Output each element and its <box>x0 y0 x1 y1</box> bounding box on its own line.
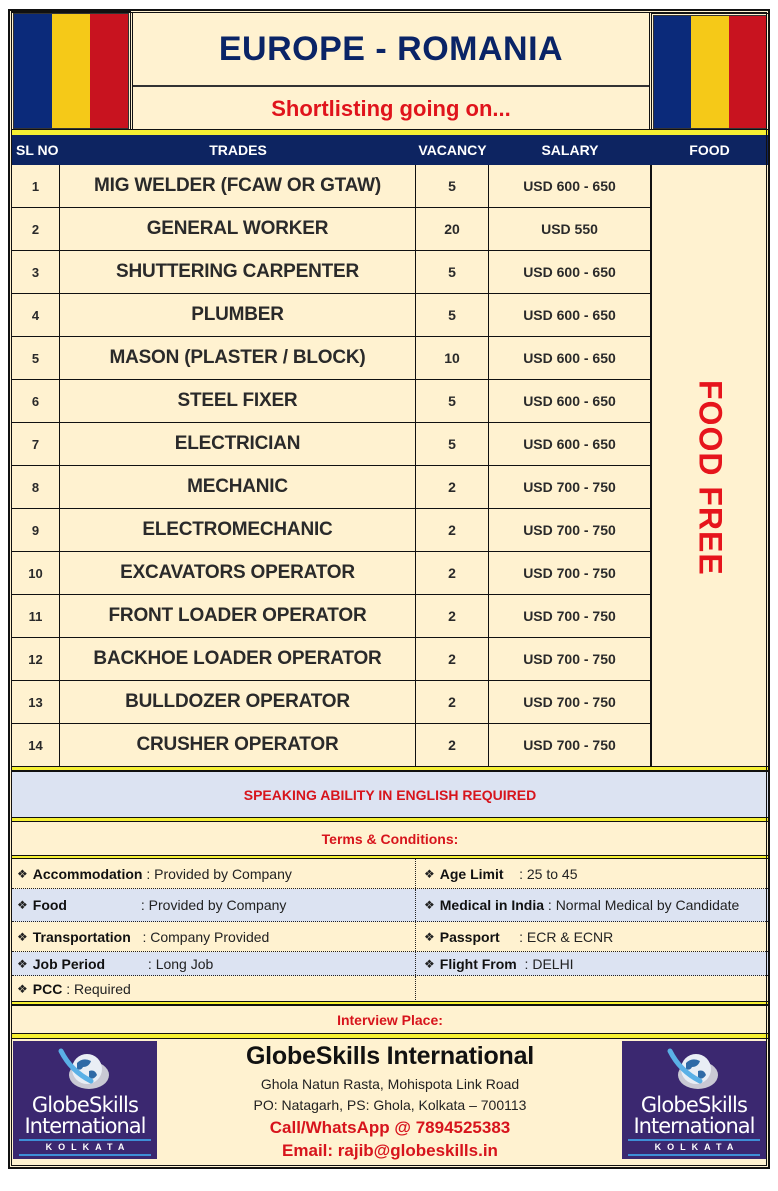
table-header <box>12 135 768 165</box>
table-row <box>12 509 651 552</box>
table-row <box>12 337 651 380</box>
flag-stripe-red <box>90 14 128 128</box>
sl-no-cell: 2 <box>12 208 60 250</box>
column-header-sl-no: SL NO <box>16 142 59 158</box>
table-row <box>12 423 651 466</box>
table-row <box>12 595 651 638</box>
vacancy-cell: 10 <box>416 337 489 379</box>
company-info <box>162 1039 618 1162</box>
table-body <box>12 165 768 767</box>
logo-rule <box>19 1139 151 1141</box>
flag-stripe-blue <box>14 14 52 128</box>
terms-heading-text: Terms & Conditions: <box>321 830 459 847</box>
term-value: Required <box>74 981 131 997</box>
diamond-bullet-icon: ❖ <box>17 929 28 944</box>
logo-rule <box>628 1139 760 1141</box>
table-row <box>12 380 651 423</box>
diamond-bullet-icon: ❖ <box>424 866 435 881</box>
flag-stripe-red <box>729 16 766 128</box>
sl-no-cell: 13 <box>12 681 60 723</box>
table-row <box>12 466 651 509</box>
title-box <box>132 13 650 130</box>
term-value: Provided by Company <box>154 865 292 882</box>
salary-cell: USD 700 - 750 <box>489 638 651 680</box>
trade-cell: EXCAVATORS OPERATOR <box>60 552 416 594</box>
salary-cell: USD 600 - 650 <box>489 165 651 207</box>
sl-no-cell: 5 <box>12 337 60 379</box>
english-requirement-notice <box>12 771 768 818</box>
column-header-trades: TRADES <box>209 142 267 158</box>
sl-no-cell: 4 <box>12 294 60 336</box>
term-separator: : <box>499 928 527 945</box>
globe-icon <box>664 1047 724 1091</box>
company-address <box>162 1074 618 1116</box>
diamond-bullet-icon: ❖ <box>17 866 28 881</box>
salary-cell: USD 700 - 750 <box>489 595 651 637</box>
term-separator: : <box>105 955 156 972</box>
table-row <box>12 681 651 724</box>
term-separator: : <box>503 865 527 882</box>
table-row <box>12 552 651 595</box>
diamond-bullet-icon: ❖ <box>424 898 435 912</box>
address-line-1: Ghola Natun Rasta, Mohispota Link Road <box>260 1076 520 1092</box>
logo-city: KOLKATA <box>45 1142 131 1152</box>
romania-flag-left <box>13 13 129 129</box>
trade-cell: FRONT LOADER OPERATOR <box>60 595 416 637</box>
trade-cell: STEEL FIXER <box>60 380 416 422</box>
page-title: EUROPE - ROMANIA <box>133 13 649 87</box>
vacancy-cell: 5 <box>416 251 489 293</box>
term-value: Company Provided <box>150 928 270 945</box>
term-value: Long Job <box>155 955 214 972</box>
term-separator: : <box>142 865 155 882</box>
salary-cell: USD 550 <box>489 208 651 250</box>
salary-cell: USD 700 - 750 <box>489 681 651 723</box>
logo-text-line1: GlobeSkills <box>640 1093 748 1117</box>
company-name: GlobeSkills International <box>245 1042 535 1070</box>
term-value: Provided by Company <box>148 897 287 913</box>
globeskills-logo-right <box>622 1041 766 1159</box>
trade-cell: PLUMBER <box>60 294 416 336</box>
footer <box>12 1039 768 1167</box>
term-label: Accommodation <box>32 865 143 882</box>
notice-text: SPEAKING ABILITY IN ENGLISH REQUIRED <box>243 786 537 803</box>
vacancy-cell: 5 <box>416 165 489 207</box>
food-free-label: FOOD FREE <box>692 380 729 576</box>
logo-text-line2: International <box>633 1114 755 1138</box>
header <box>12 13 768 130</box>
salary-cell: USD 700 - 750 <box>489 509 651 551</box>
term-item <box>12 976 416 1002</box>
sl-no-cell: 9 <box>12 509 60 551</box>
term-item <box>12 859 416 888</box>
term-item <box>416 859 768 888</box>
salary-cell: USD 700 - 750 <box>489 552 651 594</box>
logo-text-line2: International <box>24 1114 146 1138</box>
terms-row <box>12 889 768 922</box>
logo-text-line1: GlobeSkills <box>31 1093 139 1117</box>
trade-cell: MASON (PLASTER / BLOCK) <box>60 337 416 379</box>
term-item <box>416 952 768 975</box>
sl-no-cell: 11 <box>12 595 60 637</box>
vacancy-cell: 2 <box>416 552 489 594</box>
terms-heading <box>12 821 768 856</box>
salary-cell: USD 600 - 650 <box>489 380 651 422</box>
globeskills-logo-left <box>13 1041 157 1159</box>
term-value: Normal Medical by Candidate <box>555 897 740 913</box>
vacancy-cell: 5 <box>416 294 489 336</box>
sl-no-cell: 8 <box>12 466 60 508</box>
term-label: PCC <box>32 981 63 997</box>
logo-rule <box>19 1154 151 1156</box>
column-header-food: FOOD <box>689 142 730 158</box>
terms-row <box>12 976 768 1003</box>
page-subtitle: Shortlisting going on... <box>271 96 511 121</box>
term-label: Job Period <box>32 955 106 972</box>
table-row <box>12 638 651 681</box>
flag-stripe-yellow <box>52 14 90 128</box>
vacancy-cell: 2 <box>416 509 489 551</box>
table-row <box>12 165 651 208</box>
diamond-bullet-icon: ❖ <box>424 956 435 971</box>
term-item <box>12 922 416 951</box>
term-separator: : <box>544 897 556 913</box>
interview-place-text: Interview Place: <box>337 1011 443 1028</box>
term-item <box>416 976 768 1002</box>
vacancy-cell: 2 <box>416 638 489 680</box>
sl-no-cell: 12 <box>12 638 60 680</box>
trade-cell: CRUSHER OPERATOR <box>60 724 416 766</box>
trade-cell: GENERAL WORKER <box>60 208 416 250</box>
table-row <box>12 208 651 251</box>
salary-cell: USD 600 - 650 <box>489 294 651 336</box>
vacancy-cell: 2 <box>416 724 489 766</box>
contact-email[interactable]: Email: rajib@globeskills.in <box>282 1141 498 1160</box>
diamond-bullet-icon: ❖ <box>424 929 435 944</box>
term-item <box>12 952 416 975</box>
address-line-2: PO: Natagarh, PS: Ghola, Kolkata – 700113 <box>253 1097 527 1113</box>
salary-cell: USD 600 - 650 <box>489 251 651 293</box>
sl-no-cell: 6 <box>12 380 60 422</box>
term-item <box>12 889 416 921</box>
romania-flag-right <box>653 15 767 129</box>
job-poster <box>8 9 770 1169</box>
vacancy-cell: 2 <box>416 681 489 723</box>
salary-cell: USD 700 - 750 <box>489 466 651 508</box>
food-cell <box>651 165 768 767</box>
logo-rule <box>628 1154 760 1156</box>
vacancy-cell: 5 <box>416 380 489 422</box>
salary-cell: USD 600 - 650 <box>489 337 651 379</box>
term-label: Medical in India <box>439 897 545 913</box>
trade-cell: ELECTROMECHANIC <box>60 509 416 551</box>
salary-cell: USD 700 - 750 <box>489 724 651 766</box>
term-separator: : <box>516 955 533 972</box>
table-row <box>12 724 651 767</box>
flag-stripe-blue <box>654 16 691 128</box>
terms-row <box>12 952 768 976</box>
vacancy-cell: 5 <box>416 423 489 465</box>
sl-no-cell: 3 <box>12 251 60 293</box>
sl-no-cell: 1 <box>12 165 60 207</box>
vacancy-cell: 20 <box>416 208 489 250</box>
term-item <box>416 889 768 921</box>
trade-cell: MIG WELDER (FCAW OR GTAW) <box>60 165 416 207</box>
term-value: ECR & ECNR <box>526 928 614 945</box>
term-separator: : <box>66 897 149 913</box>
trade-cell: BACKHOE LOADER OPERATOR <box>60 638 416 680</box>
column-header-vacancy: VACANCY <box>418 142 487 158</box>
term-label: Transportation <box>32 928 131 945</box>
terms-list <box>12 859 768 1001</box>
column-header-salary: SALARY <box>541 142 599 158</box>
trade-cell: MECHANIC <box>60 466 416 508</box>
diamond-bullet-icon: ❖ <box>17 982 28 996</box>
interview-place-heading <box>12 1005 768 1034</box>
term-value: DELHI <box>532 955 574 972</box>
sl-no-cell: 14 <box>12 724 60 766</box>
term-label: Age Limit <box>439 865 504 882</box>
salary-cell: USD 600 - 650 <box>489 423 651 465</box>
contact-phone[interactable]: Call/WhatsApp @ 7894525383 <box>269 1118 511 1137</box>
table-row <box>12 251 651 294</box>
terms-row <box>12 859 768 889</box>
flag-stripe-yellow <box>691 16 728 128</box>
table-row <box>12 294 651 337</box>
terms-row <box>12 922 768 952</box>
diamond-bullet-icon: ❖ <box>17 956 28 971</box>
term-separator: : <box>62 981 74 997</box>
trade-cell: BULLDOZER OPERATOR <box>60 681 416 723</box>
diamond-bullet-icon: ❖ <box>17 898 28 912</box>
trade-cell: SHUTTERING CARPENTER <box>60 251 416 293</box>
term-value: 25 to 45 <box>526 865 578 882</box>
trade-cell: ELECTRICIAN <box>60 423 416 465</box>
term-label: Food <box>32 897 67 913</box>
term-label: Flight From <box>439 955 517 972</box>
sl-no-cell: 10 <box>12 552 60 594</box>
logo-city: KOLKATA <box>654 1142 740 1152</box>
globe-icon <box>55 1047 115 1091</box>
vacancy-cell: 2 <box>416 595 489 637</box>
term-label: Passport <box>439 928 500 945</box>
term-separator: : <box>130 928 151 945</box>
sl-no-cell: 7 <box>12 423 60 465</box>
term-item <box>416 922 768 951</box>
vacancy-cell: 2 <box>416 466 489 508</box>
